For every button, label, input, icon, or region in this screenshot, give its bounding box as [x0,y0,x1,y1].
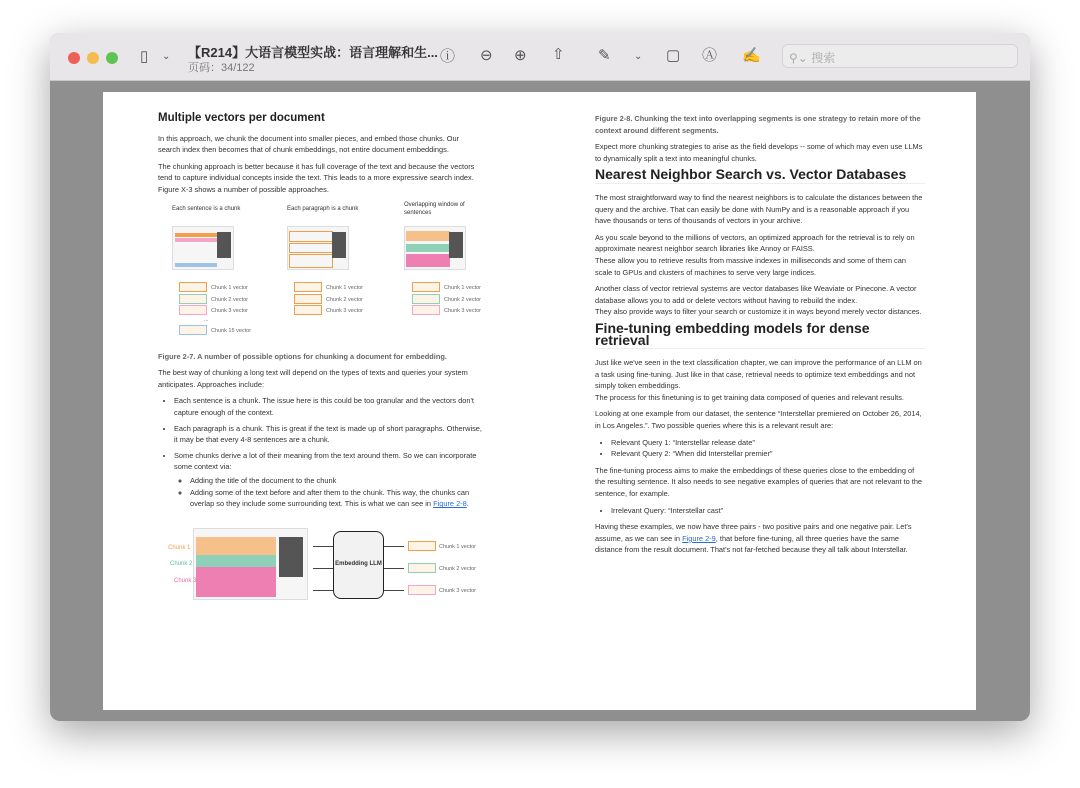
sidebar-icon[interactable]: ▯ [140,48,149,65]
vector-label: Chunk 2 vector [211,296,248,303]
paragraph: Expect more chunking strategies to arise as the field develops -- some of which may even use LLMs to dynamically split a text into meaningful chunks. [595,142,923,163]
text: The process for this finetuning is to get training data composed of queries and relevant results. [595,392,904,402]
text: Having these examples, we now have three pairs - two positive pairs and one negative pair. Let's assume, as we can see in [595,522,912,543]
paragraph: The most straightforward way to find the nearest neighbors is to calculate the distances between the query and the archive. That can easily be done with NumPy and is a reasonable approach if you have thousands or tens of thousands of vectors in your archive. [595,192,923,226]
vector-label: Chunk 3 vector [444,307,481,314]
list-item: • Each paragraph is a chunk. This is great if the text is made up of short paragraphs. Otherwise, it may be that every 4-8 sentences are a chunk. [174,423,483,446]
info-icon[interactable]: ⓘ [440,48,456,65]
list-item: ◦ Adding the title of the document to the chunk [190,475,483,487]
zoom-out-icon[interactable]: ⊖ [480,47,493,64]
list-item [174,450,483,510]
share-icon[interactable]: ⇧ [552,46,565,63]
document-thumbnail [193,528,308,600]
signature-icon[interactable]: ✍ [742,47,761,64]
paragraph: Looking at one example from our dataset, the sentence “Interstellar premiered on October 26, 2014, in Los Angeles.”. Two possible queries where this is a relevant result are: [595,409,922,431]
figure-2-7 [158,201,483,351]
right-page [595,113,925,561]
rotate-icon[interactable]: ▢ [666,47,681,64]
chunk-label: Chunk 1 [168,544,191,551]
vector-label: Chunk 1 vector [326,284,363,291]
embedding-llm-box: Embedding LLM [333,531,384,599]
vector-label: Chunk 3 vector [211,307,248,314]
list-item: • Irrelevant Query: “Interstellar cast” [611,505,925,517]
list-item-text: Some chunks derive a lot of their meaning from the text around them. So we can incorporate some context via: [174,450,477,472]
sub-list [190,475,483,510]
paragraph [595,521,925,556]
paragraph: The best way of chunking a long text will depend on the types of texts and queries your system anticipates. Approaches include: [158,368,468,389]
figure-column-title: Each paragraph is a chunk [287,205,359,212]
minimize-button[interactable] [87,52,99,64]
paragraph [595,357,925,403]
text: Another class of vector retrieval systems are vector databases like Weaviate or Pinecone. A vector database allows you to add or delete vectors without having to rebuild the index. [595,284,917,305]
paragraph: The chunking approach is better because it has full coverage of the text and because the vectors tend to capture individual concepts inside the text. This leads to a more expressive search index. Figure X-3 shows a number of possible approaches. [158,161,475,194]
section-heading: Fine-tuning embedding models for dense retrieval [595,323,925,349]
close-button[interactable] [68,52,80,64]
text: As you scale beyond to the millions of vectors, an optimized approach for the retrieval is to rely on approximate nearest neighbor search libraries like Annoy or FAISS. [595,232,915,254]
text: These allow you to retrieve results from massive indexes in milliseconds and some of them can scale to GPUs and clusters of machines to serve very large indices. [595,255,906,277]
list-item: ◦ Adding some of the text before and after them to the chunk. This way, the chunks can overlap so they include some surrounding text. This is what we can see in Figure 2-8. [190,487,483,510]
list-item: • Relevant Query 1: “Interstellar release date” [611,437,925,449]
left-page [158,113,483,602]
text: , that before fine-tuning, all three queries have the same distance from the result document. That's not far-fetched because they all talk about Interstellar. [595,533,908,555]
list-item: • Relevant Query 2: “When did Interstellar premier” [611,448,925,460]
markup-icon[interactable]: Ⓐ [702,47,718,64]
vector-label: Chunk 3 vector [326,307,363,314]
page-indicator: 页码：34/122 [188,62,255,74]
section-heading: Nearest Neighbor Search vs. Vector Databases [595,169,925,184]
vector-label: Chunk 3 vector [439,587,476,594]
text: They also provide ways to filter your search or customize it in ways beyond merely vector distances. [595,307,922,317]
document-thumbnail [287,226,349,270]
vector-label: Chunk 1 vector [439,543,476,550]
paragraph [595,232,925,278]
pen-icon[interactable]: ✎ [598,47,611,64]
document-title: 【R214】大语言模型实战：语言理解和生... [188,45,438,60]
chunk-label: Chunk 3 [174,577,197,584]
bullet-list [611,505,925,517]
search-icon: ⚲⌄ [789,51,812,65]
pdf-page-spread [103,92,976,710]
search-input[interactable] [782,44,1018,68]
figure-caption: Figure 2-7. A number of possible options for chunking a document for embedding. [158,351,447,361]
vector-label: Chunk 2 vector [439,565,476,572]
vector-label: Chunk 1 vector [211,284,248,291]
search-placeholder: 搜索 [811,51,836,65]
figure-column-title: Overlapping window of sentences [404,201,465,216]
figure-column-title: Each sentence is a chunk [172,205,241,212]
figure-caption: Figure 2-8. Chunking the text into overlapping segments is one strategy to retain more of the context around different segments. [595,114,921,135]
zoom-button[interactable] [106,52,118,64]
figure-2-8-link[interactable]: Figure 2-8 [433,499,467,509]
bullet-list [611,437,925,460]
figure-2-8 [158,522,483,602]
chevron-down-icon[interactable]: ⌄ [634,51,643,62]
ellipsis: ... [204,316,209,323]
document-thumbnail [172,226,234,270]
zoom-in-icon[interactable]: ⊕ [514,47,527,64]
paragraph: The fine-tuning process aims to make the embeddings of these queries close to the embedding of the resulting sentence. It also needs to see negative examples of queries that are not relevant to the sentence, for example. [595,465,923,499]
title-bar [50,33,1030,81]
paragraph [595,283,925,318]
chunk-label: Chunk 2 [170,560,193,567]
chevron-down-icon[interactable]: ⌄ [162,51,171,62]
text: Just like we've seen in the text classification chapter, we can improve the performance of an LLM on a task using fine-tuning. Just like in that case, retrieval needs to optimize text embeddings and not simply token embeddings. [595,358,922,391]
list-item: • Each sentence is a chunk. The issue here is this could be too granular and the vectors don't capture enough of the context. [174,395,483,418]
vector-label: Chunk 2 vector [326,296,363,303]
vector-label: Chunk 1 vector [444,284,481,291]
vector-label: Chunk 15 vector [211,327,252,334]
section-heading: Multiple vectors per document [158,112,325,124]
preview-window [50,33,1030,721]
paragraph: In this approach, we chunk the document into smaller pieces, and embed those chunks. Our search index then becomes that of chunk embeddings, not entire document embeddings. [158,133,460,155]
bullet-list [174,395,483,509]
figure-2-9-link[interactable]: Figure 2-9 [682,533,716,543]
document-thumbnail [404,226,466,270]
list-item-text: Adding some of the text before and after them to the chunk. This way, the chunks can overlap so they include some surrounding text. This is what we can see in [190,487,470,509]
vector-label: Chunk 2 vector [444,296,481,303]
